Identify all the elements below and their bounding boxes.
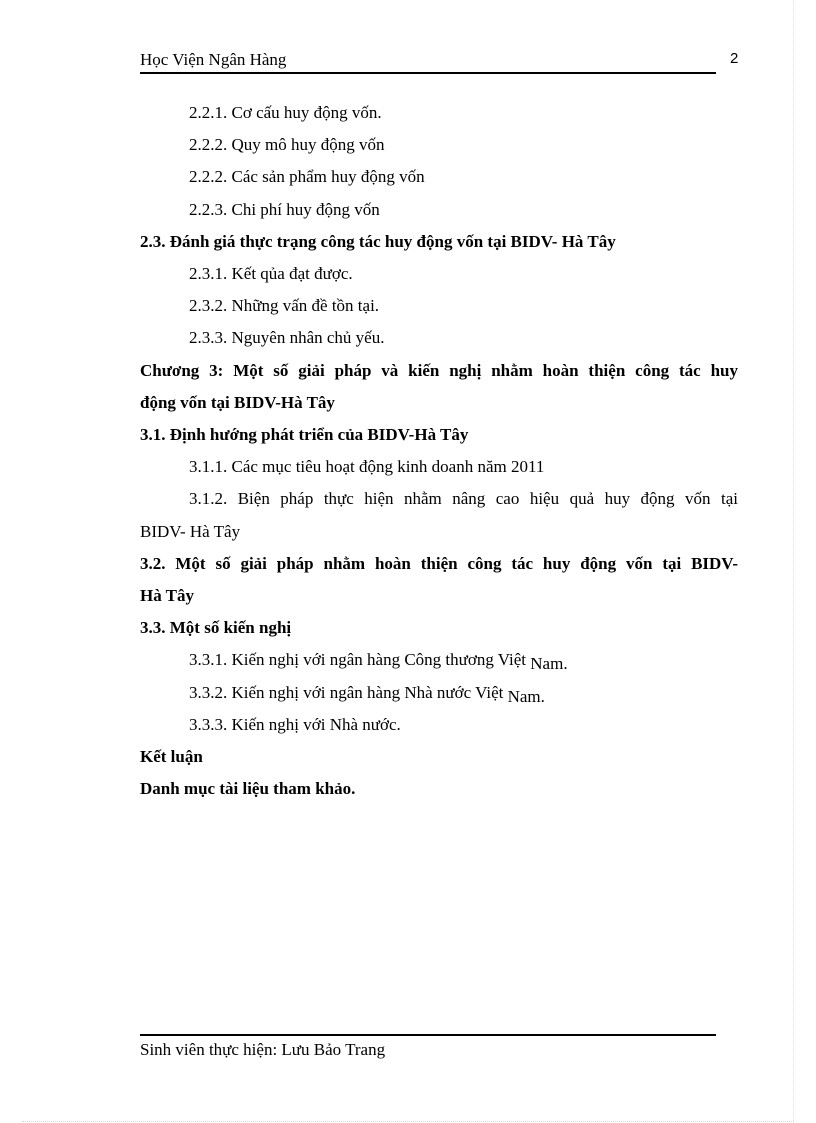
toc-heading-3-1: 3.1. Định hướng phát triển của BIDV-Hà Tây: [140, 425, 469, 445]
toc-heading-conclusion: Kết luận: [140, 747, 203, 767]
toc-item-2-2-3: 2.2.3. Chi phí huy động vốn: [189, 199, 380, 219]
footer-student: Sinh viên thực hiện: Lưu Bảo Trang: [140, 1040, 386, 1059]
table-of-contents: [140, 97, 738, 805]
toc-item-2-2-1: 2.2.1. Cơ cấu huy động vốn.: [189, 103, 382, 122]
toc-heading-chapter-3-cont: động vốn tại BIDV-Hà Tây: [140, 392, 335, 412]
toc-item-3-3-1-tail: Nam.: [530, 654, 568, 674]
toc-item-3-3-2-tail: Nam.: [507, 686, 545, 706]
toc-item-3-3-2-text: 3.3.2. Kiến nghị với ngân hàng Nhà nước Việt: [189, 682, 504, 702]
toc-item-2-3-2: 2.3.2. Những vấn đề tồn tại.: [189, 296, 380, 316]
page-bottom-edge: [22, 1121, 794, 1122]
toc-item-3-3-1: [140, 644, 738, 676]
toc-item-3-1-2-cont: BIDV- Hà Tây: [140, 521, 241, 541]
toc-heading-2-3: 2.3. Đánh giá thực trạng công tác huy động vốn tại BIDV- Hà Tây: [140, 231, 616, 251]
toc-item-3-3-2: [140, 677, 738, 709]
toc-heading-3-2-cont: Hà Tây: [140, 586, 195, 606]
toc-heading-3-2: 3.2. Một số giải pháp nhằm hoàn thiện công tác huy động vốn tại BIDV-: [140, 553, 738, 573]
toc-item-3-1-2: 3.1.2. Biện pháp thực hiện nhằm nâng cao hiệu quả huy động vốn tại: [189, 489, 738, 509]
toc-item-2-2-2-scale: 2.2.2. Quy mô huy động vốn: [189, 135, 385, 155]
toc-item-2-3-1: 2.3.1. Kết qủa đạt được.: [189, 264, 353, 284]
header-title: Học Viện Ngân Hàng: [140, 50, 287, 69]
toc-item-2-2-2-products: 2.2.2. Các sản phẩm huy động vốn: [189, 167, 425, 187]
toc-item-3-3-1-text: 3.3.1. Kiến nghị với ngân hàng Công thương Việt: [189, 650, 527, 670]
toc-heading-chapter-3: Chương 3: Một số giải pháp và kiến nghị nhằm hoàn thiện công tác huy: [140, 360, 738, 380]
page-right-edge: [793, 0, 794, 1121]
page-number: 2: [730, 50, 739, 67]
toc-item-3-3-3: 3.3.3. Kiến nghị với Nhà nước.: [189, 714, 401, 734]
page-header: [140, 48, 716, 74]
toc-item-3-1-1: 3.1.1. Các mục tiêu hoạt động kinh doanh năm 2011: [189, 457, 545, 477]
toc-heading-references: Danh mục tài liệu tham khảo.: [140, 779, 356, 799]
toc-item-2-3-3: 2.3.3. Nguyên nhân chủ yếu.: [189, 328, 385, 348]
toc-heading-3-3: 3.3. Một số kiến nghị: [140, 618, 292, 638]
footer-divider: [140, 1034, 716, 1036]
